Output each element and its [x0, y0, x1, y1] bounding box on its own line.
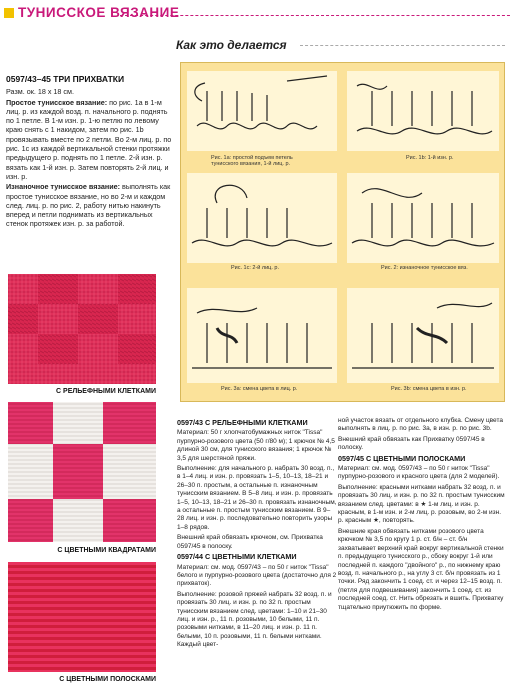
plain-tunisian-paragraph	[6, 98, 176, 182]
figure-1b	[347, 71, 499, 151]
model-45-edging: Внешние края обвязать нитками розового цвета крючком № 3,5 по кругу 1 р. ст. б/н – ст. б/н захватывает верхний край вокруг вертикальной стенки п. предыдущего тунисского р., сбоку вокруг 1-й или последней п. каждого "двойного" р., по нижнему краю возд. п. начального р., на углу 3 ст. б/н провязать из 1 точки. Ряд закончить 1 соед. ст. и через 12–15 возд. п. (петля для подвешивания) закончить 1 соед. ст. из последней соед. ст. Нить обрезать и вшить. Прихватку тщательно приутюжить по форме.	[338, 527, 504, 611]
diagram-box	[180, 62, 505, 402]
instructions-column-2	[177, 417, 337, 652]
figure-1c-caption: Рис. 1с: 2-й лиц. р.	[231, 265, 279, 271]
size-text: Разм. ок. 18 х 18 см.	[6, 87, 74, 97]
diagram-title-divider	[300, 45, 505, 46]
figure-2-caption: Рис. 2: изнаночное тунисское вяз.	[381, 265, 468, 271]
figure-2	[347, 173, 499, 263]
purl-tunisian-text: выполнять как простое тунисское вязание, но во 2-м и каждом след. лиц. р. по рис. 2, работу нитью накинуть вперед и петли поднимать из вертикальных стенок протяжек изн. р. за работой.	[6, 182, 171, 229]
model-44-materials: Материал: см. мод. 0597/43 – по 50 г ниток "Tissa" белого и пурпурно-розового цвета (достаточно для 2 прихваток).	[177, 563, 337, 588]
header-divider	[120, 15, 510, 16]
page-header	[0, 0, 510, 30]
header-marker-icon	[4, 8, 14, 18]
figure-1c	[187, 173, 337, 263]
figure-3a-caption: Рис. 3а: смена цвета в лиц. р.	[221, 386, 298, 392]
model-43-execution: Выполнение: для начального р. набрать 30 возд. п., в 1–4 лиц. и изн. р. провязать 1–5, 10–13, 18–21 и 26–30 п. простым, а остальные п. изнаночным тунисским вязанием. В 5–8 лиц. и изн. р. провязать 1–5, 10–13, 18–21 и 26–30 п. провязать изнаночным, а остальные п. простым тунисским вязанием. В 9–28 лиц. и изн. р. последовательно повторить узоры 1–8 рядов.	[177, 465, 337, 531]
section-heading: 0597/43–45 ТРИ ПРИХВАТКИ	[6, 74, 125, 84]
swatch-relief-image	[8, 274, 156, 384]
plain-tunisian-text: по рис. 1а в 1-м лиц. р. из каждой возд. п. начального р. поднять по 1 петле. В 1-м изн. р. 1-ю петлю по левому краю снять с 1 накидом, затем по рис. 1b провязывать вместе по 2 петли. Во 2-м лиц. р. по рис. 1с из каждой вертикальной стенки протяжки предыдущего р. поднять по 1 петле. 2-й изн. р. вязать как 1-й изн. р. Затем повторять 2-й лиц. и изн. р.	[6, 97, 172, 181]
model-44-heading: 0597/44 С ЦВЕТНЫМИ КЛЕТКАМИ	[177, 552, 297, 562]
model-43-edging: Внешний край обвязать крючком, см. Прихватка 0597/45 в полоску.	[177, 534, 323, 550]
figure-1a	[187, 71, 337, 151]
model-44-edging: Внешний край обвязать как Прихватку 0597/45 в полоску.	[338, 435, 485, 452]
figure-3b-drawing	[347, 288, 499, 383]
model-45-execution: Выполнение: красными нитками набрать 32 возд. п. и провязать 30 лиц. и изн. р. по 32 п. простым тунисским вязанием след. цветами: в ★ 1-м лиц. и изн. р. красным, в 1-м изн. и 2-м лиц. р. розовым, во 2-м изн. р. красным ★, повторять.	[338, 483, 505, 525]
figure-1a-caption: Рис. 1а: простой подъем петель тунисского вязания, 1-й лиц. р.	[211, 155, 293, 167]
swatch-squares-label: С ЦВЕТНЫМИ КВАДРАТАМИ	[57, 547, 156, 554]
figure-3b-caption: Рис. 3b: смена цвета в изн. р.	[391, 386, 467, 392]
figure-2-drawing	[347, 173, 499, 263]
model-43-heading: 0597/43 С РЕЛЬЕФНЫМИ КЛЕТКАМИ	[177, 418, 308, 427]
page-title: ТУНИССКОЕ ВЯЗАНИЕ	[18, 5, 180, 20]
swatch-relief-label: С РЕЛЬЕФНЫМИ КЛЕТКАМИ	[56, 388, 156, 395]
model-43-materials: Материал: 50 г хлопчатобумажных ниток "Tissa" пурпурно-розового цвета (50 г/80 м); 1 крючок № 4,5 длиной 30 см, для тунисского вязания; 1 крючок № 3,5 для шерстяной пряжи.	[177, 429, 335, 462]
figure-1c-drawing	[187, 173, 337, 263]
figure-1b-drawing	[347, 71, 499, 151]
model-45-materials: Материал: см. мод. 0597/43 – по 50 г ниток "Tissa" пурпурно-розового и красного цвета (для 2 моделей).	[338, 465, 500, 481]
figure-1b-caption: Рис. 1b: 1-й изн. р.	[406, 155, 454, 161]
swatch-colored-stripes	[8, 562, 156, 672]
left-column	[6, 75, 176, 230]
model-44-continuation: ной участок вязать от отдельного клубка. Смену цвета выполнять в лиц. р. по рис. 3а, в изн. р. по рис. 3b.	[338, 417, 503, 433]
model-45-heading: 0597/45 С ЦВЕТНЫМИ ПОЛОСКАМИ	[338, 453, 466, 463]
figure-3a-drawing	[187, 288, 337, 383]
diagram-title: Как это делается	[176, 38, 287, 52]
swatch-stripes-label: С ЦВЕТНЫМИ ПОЛОСКАМИ	[59, 676, 156, 683]
purl-tunisian-label: Изнаночное тунисское вязание:	[6, 182, 121, 192]
plain-tunisian-label: Простое тунисское вязание:	[6, 97, 108, 107]
figure-3b	[347, 288, 499, 383]
swatch-colored-squares	[8, 402, 156, 542]
swatch-stripes-image	[8, 562, 156, 672]
swatch-relief-checks	[8, 274, 156, 384]
purl-tunisian-paragraph	[6, 182, 176, 228]
figure-3a	[187, 288, 337, 383]
model-44-execution: Выполнение: розовой пряжей набрать 32 возд. п. и провязать 30 лиц. и изн. р. по 32 п. простым тунисским вязанием след. цветами: 1–10 и 21–30 лиц. и изн. р., 11 п. розовыми, 10 белыми, 11 п. розовыми нитками, в 11–20 лиц. и изн. р. 11 п. белыми, 10 п. розовыми, 11 п. белыми нитками. Каждый цвет-	[177, 590, 332, 649]
swatch-squares-image	[8, 402, 156, 542]
instructions-column-3	[338, 417, 506, 614]
figure-1a-drawing	[187, 71, 337, 151]
